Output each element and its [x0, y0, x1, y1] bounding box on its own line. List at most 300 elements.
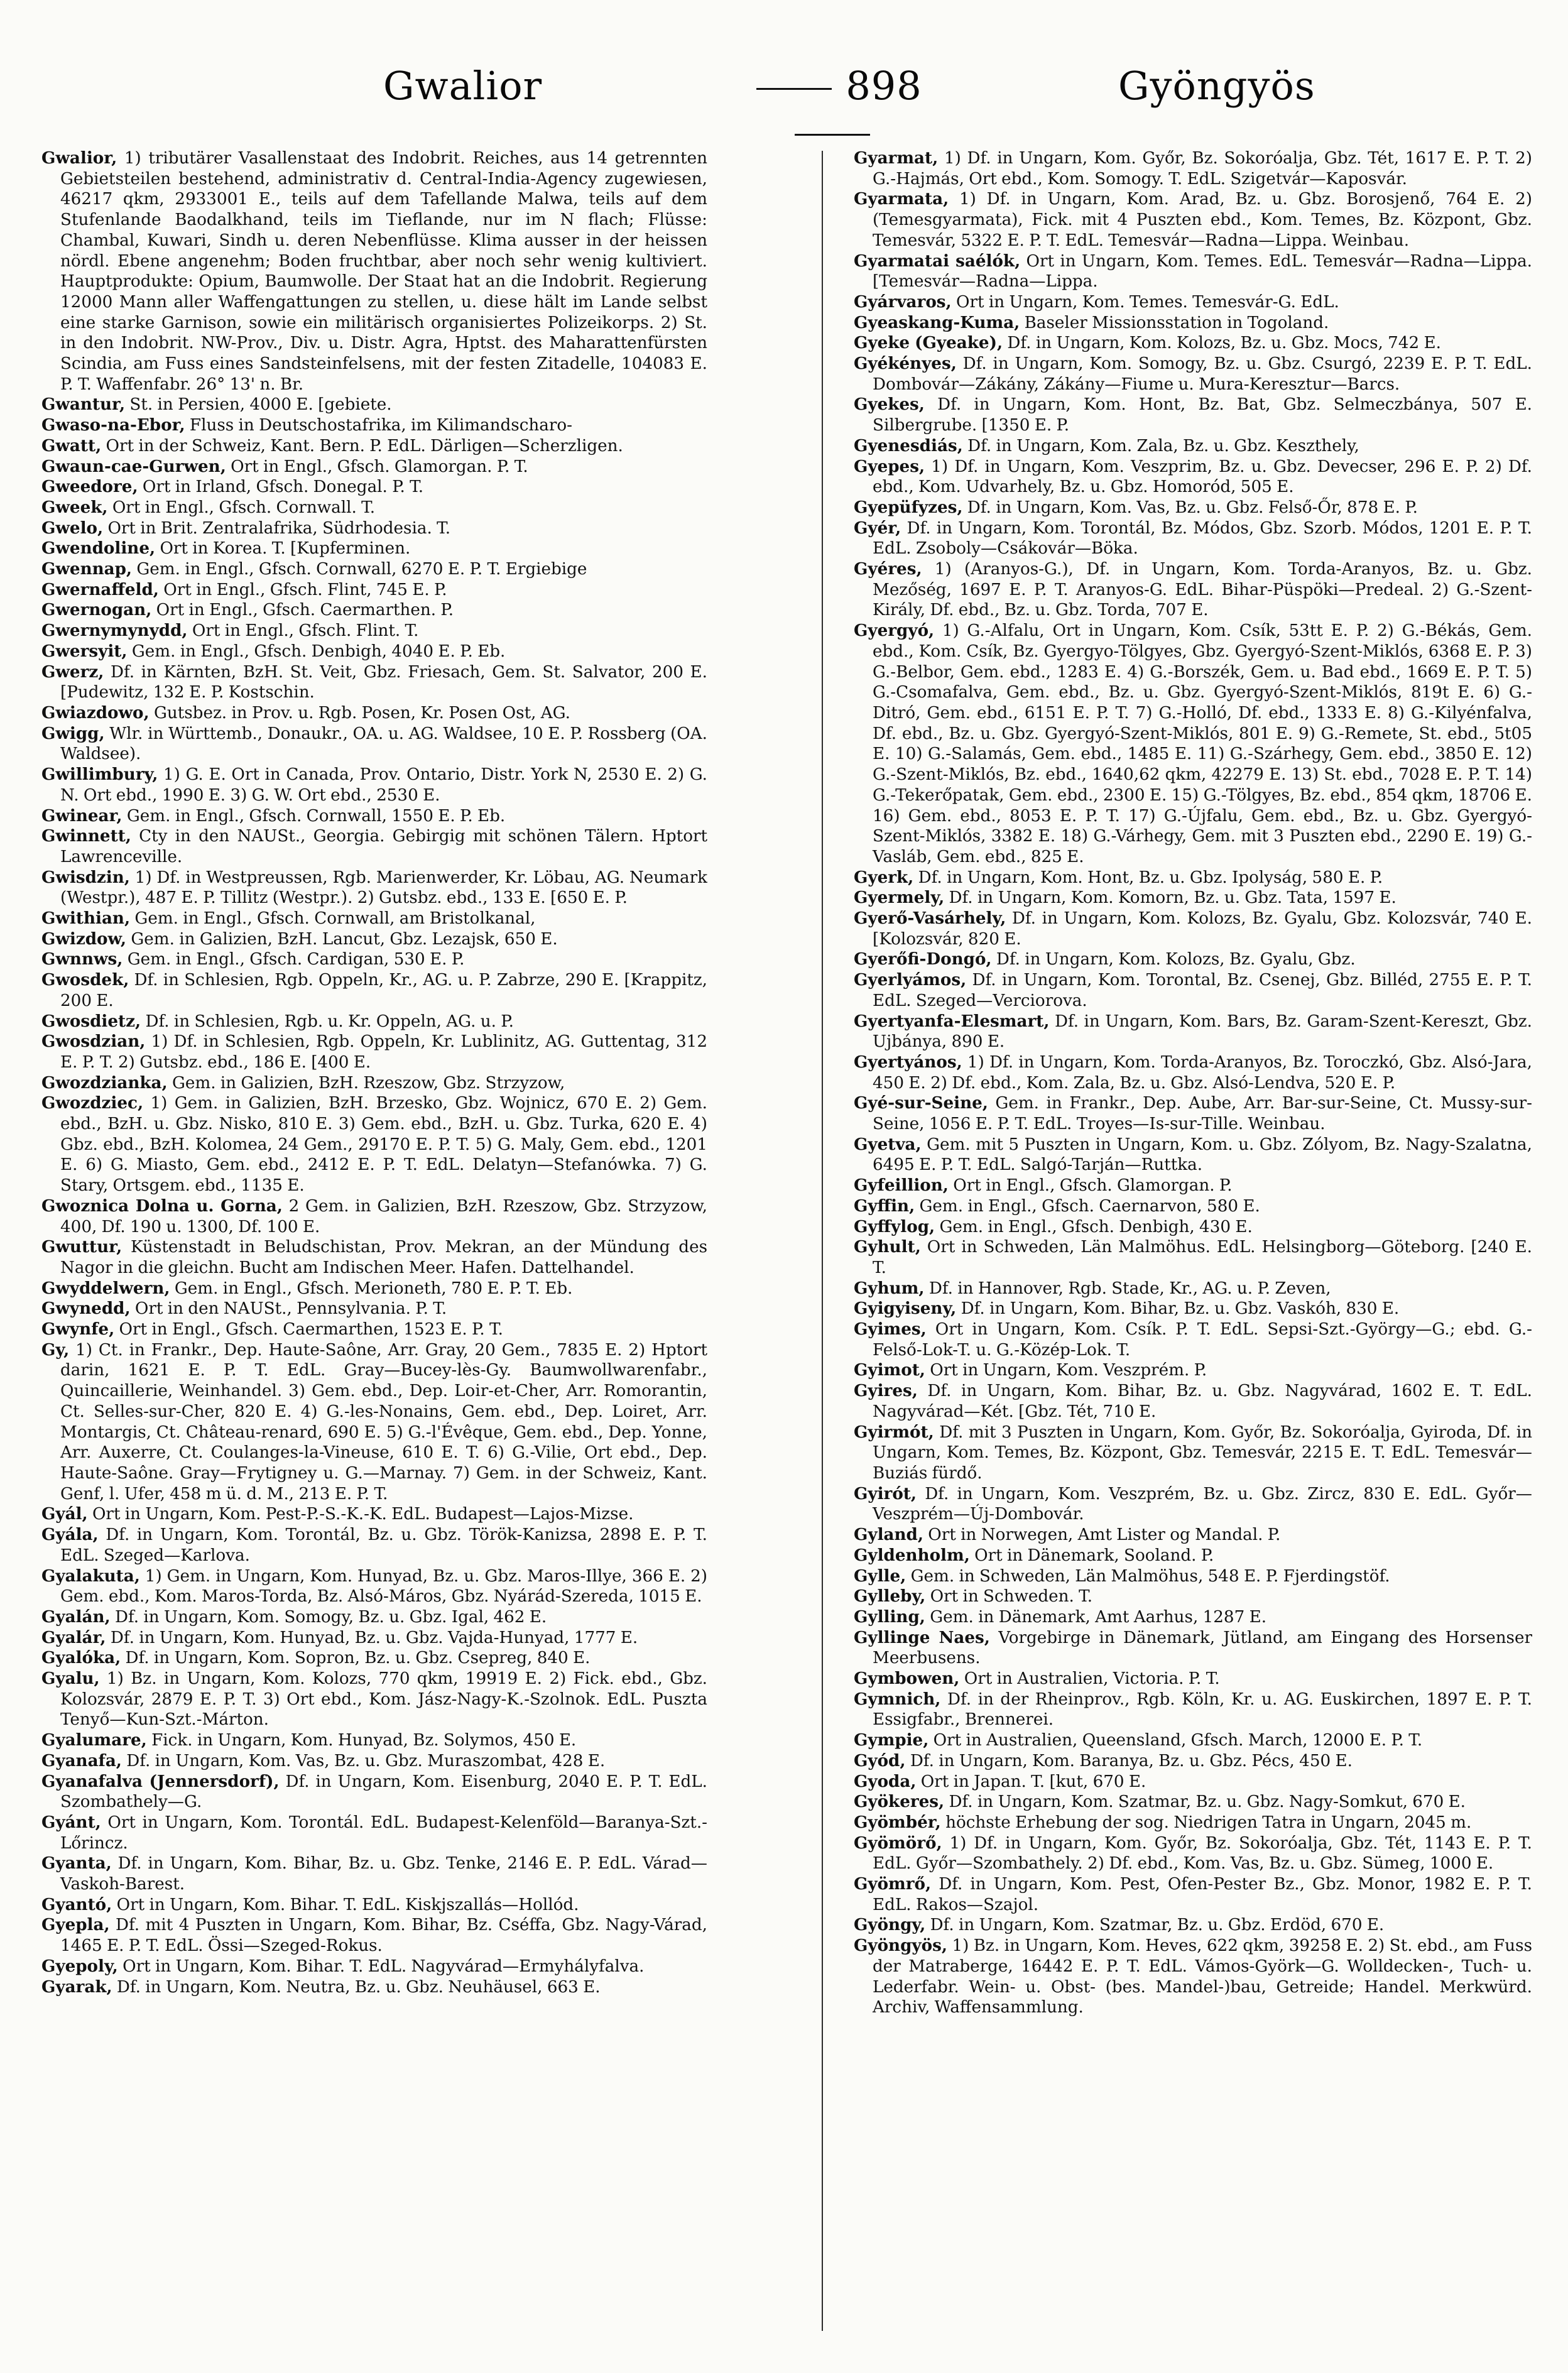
dictionary-entry	[854, 148, 1532, 189]
entry-headword: Gwernaffeld,	[41, 579, 159, 599]
entry-headword: Gwernogan,	[41, 600, 152, 620]
dictionary-entry	[41, 1977, 707, 1998]
entry-headword: Gwatt,	[41, 435, 102, 456]
entry-headword: Gylle,	[854, 1566, 906, 1586]
entry-text: Df. in Ungarn, Kom. Somogy, Bz. u. Gbz. Igal, 462 E.	[114, 1607, 547, 1627]
entry-headword: Gwosdietz,	[41, 1011, 141, 1031]
entry-text: Ort in Australien, Queensland, Gfsch. March, 12000 E. P. T.	[933, 1731, 1423, 1750]
entry-text: Gem. in Engl., Gfsch. Cornwall, am Bristolkanal,	[134, 909, 536, 929]
dictionary-entry	[854, 621, 1532, 867]
entry-text: Ort in Engl., Gfsch. Caermarthen. P.	[156, 601, 454, 620]
entry-headword: Gyömörő,	[854, 1833, 942, 1853]
entry-text: St. in Persien, 4000 E. [gebiete.	[129, 395, 392, 415]
entry-headword: Gyerk,	[854, 867, 914, 887]
entry-headword: Gwinear,	[41, 805, 122, 826]
entry-text: Ort in Schweden, Län Malmöhus. EdL. Helsingborg—Göteborg. [240 E. T.	[873, 1238, 1532, 1277]
dictionary-entry	[854, 1628, 1532, 1669]
entry-text: Df. in Hannover, Rgb. Stade, Kr., AG. u. P. Zeven,	[928, 1279, 1331, 1298]
entry-headword: Gwizdow,	[41, 929, 127, 949]
entry-text: Ort in der Schweiz, Kant. Bern. P. EdL. Därligen—Scherzligen.	[106, 436, 623, 456]
dictionary-entry	[41, 724, 707, 765]
dictionary-entry	[41, 395, 707, 415]
left-column	[41, 148, 707, 2335]
header-rule-right	[795, 134, 870, 136]
entry-headword: Gyhum,	[854, 1278, 925, 1298]
entry-text: 1) Gem. in Galizien, BzH. Brzesko, Gbz. Wojnicz, 670 E. 2) Gem. ebd., BzH. u. Gbz. Nisko, 810 E. 3) Gem. ebd., BzH. u. Gbz. Turka, 620 E. 4) Gbz. ebd., BzH. Kolomea, 24 Gem., 29170 E. P. T. 5) G. Maly, Gem. ebd., 1201 E. 6) G. Miasto, Gem. ebd., 2412 E. P. T. EdL. Delatyn—Stefanówka. 7) G. Stary, Ortsgem. ebd., 1135 E.	[60, 1094, 707, 1196]
dictionary-entry	[41, 1279, 707, 1299]
entry-text: Vorgebirge in Dänemark, Jütland, am Eingang des Horsenser Meerbusens.	[873, 1628, 1532, 1668]
entry-text: Gem. in Engl., Gfsch. Merioneth, 780 E. P. T. Eb.	[174, 1279, 573, 1298]
header-rule-left	[756, 88, 832, 90]
entry-headword: Gyömrő,	[854, 1874, 932, 1894]
entry-text: Df. in Ungarn, Kom. Hont, Bz. Bat, Gbz. Selmeczbánya, 507 E. Silbergrube. [1350 E. P.	[873, 395, 1532, 435]
entry-headword: Gyála,	[41, 1525, 99, 1545]
entry-headword: Gyertyános,	[854, 1052, 962, 1072]
dictionary-entry	[41, 1751, 707, 1772]
entry-headword: Gyökeres,	[854, 1792, 945, 1812]
dictionary-entry	[41, 600, 707, 621]
dictionary-entry	[854, 1751, 1532, 1772]
entry-headword: Gwerz,	[41, 662, 104, 682]
entry-headword: Gyömbér,	[854, 1812, 941, 1832]
entry-headword: Gwalior,	[41, 148, 117, 168]
entry-headword: Gyé-sur-Seine,	[854, 1093, 988, 1113]
entry-headword: Gyánt,	[41, 1812, 101, 1832]
entry-text: Df. in der Rheinprov., Rgb. Köln, Kr. u. AG. Euskirchen, 1897 E. P. T. Essigfabr., Brennerei.	[873, 1689, 1532, 1730]
entry-headword: Gwosdzian,	[41, 1032, 146, 1052]
dictionary-entry	[41, 868, 707, 908]
entry-text: 1) G.-Alfalu, Ort in Ungarn, Kom. Csík, 53tt E. P. 2) G.-Békás, Gem. ebd., Kom. Csík, Bz. Gyergyo-Tölgyes, Gbz. Gyergyó-Szent-Miklós, 6368 E. P. 3) G.-Belbor, Gem. ebd., 1283 E. 4) G.-Borszék, Gem. u. Bad ebd., 1669 E. P. T. 5) G.-Csomafalva, Gem. ebd., Bz. u. Gbz. Gyergyó-Szent-Miklós, 819t E. 6) G.-Ditró, Gem. ebd., 6151 E. P. T. 7) G.-Holló, Df. ebd., 1333 E. 8) G.-Kilyénfalva, Df. ebd., Bz. u. Gbz. Gyergyó-Szent-Miklós, 801 E. 9) G.-Remete, St. ebd., 5t05 E. 10) G.-Salamás, Gem. ebd., 1485 E. 11) G.-Szárhegy, Gem. ebd., 3850 E. 12) G.-Szent-Miklós, Bz. ebd., 1640,62 qkm, 42279 E. 13) St. ebd., 7028 E. P. T. 14) G.-Tekerőpatak, Gem. ebd., 2300 E. 15) G.-Tölgyes, Bz. ebd., 854 qkm, 18706 E. 16) Gem. ebd., 8053 E. P. T. 17) G.-Újfalu, Gem. ebd., Bz. u. Gbz. Gyergyó-Szent-Miklós, 3382 E. 18) G.-Várhegy, Gem. mit 3 Puszten ebd., 2290 E. 19) G.-Vasláb, Gem. ebd., 825 E.	[873, 621, 1532, 866]
dictionary-entry	[41, 1956, 707, 1977]
entry-headword: Gyimot,	[854, 1360, 925, 1380]
entry-text: Ort in Engl., Gfsch. Caermarthen, 1523 E. P. T.	[119, 1320, 503, 1339]
dictionary-entry	[854, 1874, 1532, 1915]
entry-text: Gem. in Engl., Gfsch. Denbigh, 4040 E. P. Eb.	[131, 641, 506, 661]
dictionary-entry	[854, 1052, 1532, 1093]
dictionary-entry	[854, 498, 1532, 518]
entry-headword: Gwaun-cae-Gurwen,	[41, 456, 226, 476]
entry-headword: Gyarmatai saélók,	[854, 251, 1021, 271]
entry-headword: Gyalóka,	[41, 1648, 121, 1668]
entry-headword: Gyarmat,	[854, 148, 939, 168]
dictionary-entry	[854, 1381, 1532, 1422]
entry-headword: Gwantur,	[41, 395, 126, 415]
entry-text: Gem. in Galizien, BzH. Rzeszow, Gbz. Strzyzow,	[172, 1073, 565, 1093]
dictionary-entry	[41, 457, 707, 477]
dictionary-entry	[41, 1607, 707, 1628]
page-number-wrap	[707, 63, 958, 155]
dictionary-entry	[854, 313, 1532, 334]
entry-text: Ort in Engl., Gfsch. Flint, 745 E. P.	[163, 580, 447, 599]
entry-headword: Gyigyiseny,	[854, 1299, 957, 1319]
dictionary-entry	[41, 1628, 707, 1649]
entry-headword: Gyanafa,	[41, 1750, 122, 1770]
entry-headword: Gyires,	[854, 1381, 918, 1401]
dictionary-entry	[41, 518, 707, 539]
dictionary-entry	[854, 395, 1532, 435]
dictionary-entry	[41, 1032, 707, 1072]
entry-headword: Gylling,	[854, 1607, 925, 1627]
entry-headword: Gweek,	[41, 497, 108, 517]
entry-headword: Gyárvaros,	[854, 292, 952, 312]
entry-headword: Gympie,	[854, 1730, 929, 1750]
entry-text: Df. in Ungarn, Kom. Kolozs, Bz. u. Gbz. Mocs, 742 E.	[1007, 334, 1441, 353]
entry-headword: Gyalu,	[41, 1669, 100, 1689]
entry-headword: Gyarak,	[41, 1977, 112, 1997]
dictionary-entry	[854, 1484, 1532, 1525]
entry-text: Fluss in Deutschostafrika, im Kilimandscharo-	[189, 416, 573, 435]
dictionary-entry	[854, 457, 1532, 498]
dictionary-entry	[41, 1299, 707, 1319]
entry-text: Df. in Ungarn, Kom. Sopron, Bz. u. Gbz. Csepreg, 840 E.	[125, 1649, 591, 1668]
dictionary-entry	[854, 1422, 1532, 1484]
dictionary-entry	[854, 1936, 1532, 2018]
entry-headword: Gyöngy,	[854, 1915, 926, 1935]
entry-headword: Gwynfe,	[41, 1319, 115, 1339]
entry-text: Ort in Schweden. T.	[930, 1587, 1093, 1607]
entry-text: 1) Df. in Ungarn, Kom. Veszprim, Bz. u. Gbz. Devecser, 296 E. P. 2) Df. ebd., Kom. Udvarhely, Bz. u. Gbz. Homoród, 505 E.	[873, 457, 1532, 497]
dictionary-entry	[854, 1669, 1532, 1689]
entry-text: Gem. in Engl., Gfsch. Caernarvon, 580 E.	[919, 1196, 1260, 1216]
entry-text: Ort in Norwegen, Amt Lister og Mandal. P.	[928, 1525, 1281, 1545]
entry-text: Ort in Engl., Gfsch. Glamorgan. P. T.	[231, 457, 528, 476]
dictionary-entry	[854, 1196, 1532, 1217]
entry-text: Ort in Japan. T. [kut, 670 E.	[920, 1772, 1146, 1791]
entry-headword: Gyér,	[854, 518, 901, 538]
dictionary-entry	[41, 559, 707, 580]
dictionary-entry	[854, 1566, 1532, 1587]
entry-text: Df. in Ungarn, Kom. Vas, Bz. u. Gbz. Felső-Őr, 878 E. P.	[967, 498, 1418, 517]
entry-text: Df. in Ungarn, Kom. Eisenburg, 2040 E. P. T. EdL. Szombathely—G.	[60, 1772, 707, 1812]
entry-text: Df. in Ungarn, Kom. Torontal, Bz. Csenej, Gbz. Billéd, 2755 E. P. T. EdL. Szeged—Verciorova.	[873, 971, 1532, 1010]
entry-text: Df. in Ungarn, Kom. Kolozs, Bz. Gyalu, Gbz.	[996, 950, 1356, 969]
entry-headword: Gwnnws,	[41, 949, 123, 969]
entry-headword: Gyldenholm,	[854, 1545, 970, 1565]
dictionary-entry	[854, 1586, 1532, 1607]
entry-headword: Gyalán,	[41, 1607, 111, 1627]
entry-headword: Gymnich,	[854, 1689, 941, 1709]
dictionary-entry	[41, 1915, 707, 1956]
dictionary-entry	[854, 1279, 1532, 1299]
header-right-keyword: Gyöngyös	[1118, 63, 1315, 109]
dictionary-entry	[854, 559, 1532, 621]
entry-headword: Gyirmót,	[854, 1422, 934, 1442]
entry-text: 1) (Aranyos-G.), Df. in Ungarn, Kom. Torda-Aranyos, Bz. u. Gbz. Mezőség, 1697 E. P. T. Aranyos-G. EdL. Bihar-Püspöki—Predeal. 2) G.-Szent-Király, Df. ebd., Bz. u. Gbz. Torda, 707 E.	[873, 560, 1532, 620]
entry-text: 1) Df. in Westpreussen, Rgb. Marienwerder, Kr. Löbau, AG. Neumark (Westpr.), 487 E. P. Tillitz (Westpr.). 2) Gutsbz. ebd., 133 E. [650 E. P.	[60, 868, 707, 908]
entry-headword: Gwozdzianka,	[41, 1072, 168, 1093]
entry-text: 1) Df. in Ungarn, Kom. Arad, Bz. u. Gbz. Borosjenő, 764 E. 2) (Temesgyarmata), Fick. mit 4 Puszten ebd., Kom. Temes, Bz. Központ, Gbz. Temesvár, 5322 E. P. T. EdL. Temesvár—Radna—Lippa. Weinbau.	[873, 190, 1532, 250]
dictionary-entry	[854, 1730, 1532, 1751]
dictionary-entry	[854, 1833, 1532, 1874]
dictionary-entry	[41, 436, 707, 457]
entry-text: Df. in Ungarn, Kom. Komorn, Bz. u. Gbz. Tata, 1597 E.	[949, 888, 1396, 908]
dictionary-entry	[854, 1012, 1532, 1052]
entry-text: Df. in Ungarn, Kom. Somogy, Bz. u. Gbz. Csurgó, 2239 E. P. T. EdL. Dombovár—Zákány, Zákány—Fiume u. Mura-Keresztur—Barcs.	[873, 354, 1532, 394]
dictionary-entry	[41, 477, 707, 498]
entry-text: Gem. in Engl., Gfsch. Cornwall, 1550 E. P. Eb.	[126, 806, 506, 826]
entry-headword: Gylleby,	[854, 1586, 926, 1607]
entry-text: 1) Df. in Ungarn, Kom. Győr, Bz. Sokoróalja, Gbz. Tét, 1143 E. P. T. EdL. Győr—Szombathely. 2) Df. ebd., Kom. Vas, Bz. u. Gbz. Sümeg, 1000 E.	[873, 1833, 1532, 1874]
entry-text: Gem. mit 5 Puszten in Ungarn, Kom. u. Gbz. Zólyom, Bz. Nagy-Szalatna, 6495 E. P. T. EdL. Salgó-Tarján—Ruttka.	[873, 1135, 1532, 1175]
dictionary-entry	[854, 1607, 1532, 1628]
entry-text: Gutsbez. in Prov. u. Rgb. Posen, Kr. Posen Ost, AG.	[153, 703, 570, 723]
entry-text: Ort in Engl., Gfsch. Glamorgan. P.	[953, 1176, 1233, 1196]
entry-headword: Gwillimbury,	[41, 765, 158, 785]
right-column	[854, 148, 1532, 2335]
entry-text: 1) Df. in Schlesien, Rgb. Oppeln, Kr. Lublinitz, AG. Guttentag, 312 E. P. T. 2) Gutsbz. ebd., 186 E. [400 E.	[60, 1032, 707, 1072]
dictionary-entry	[854, 292, 1532, 313]
entry-headword: Gyantó,	[41, 1894, 112, 1914]
entry-text: Gem. in Dänemark, Amt Aarhus, 1287 E.	[930, 1607, 1267, 1627]
entry-text: 1) Df. in Ungarn, Kom. Torda-Aranyos, Bz. Toroczkó, Gbz. Alsó-Jara, 450 E. 2) Df. ebd., Kom. Zala, Bz. u. Gbz. Alsó-Lendva, 520 E. P.	[873, 1052, 1532, 1093]
entry-headword: Gyanta,	[41, 1853, 112, 1874]
dictionary-entry	[41, 1319, 707, 1340]
entry-headword: Gyarmata,	[854, 189, 949, 209]
entry-text: Ort in den NAUSt., Pennsylvania. P. T.	[134, 1299, 447, 1319]
entry-text: Df. in Ungarn, Kom. Szatmar, Bz. u. Gbz. Nagy-Somkut, 670 E.	[949, 1792, 1466, 1812]
entry-headword: Gyód,	[854, 1750, 906, 1770]
dictionary-entry	[854, 1217, 1532, 1238]
entry-text: Df. in Ungarn, Kom. Szatmar, Bz. u. Gbz. Erdöd, 670 E.	[930, 1916, 1385, 1935]
dictionary-entry	[41, 1772, 707, 1813]
entry-headword: Gwigg,	[41, 723, 105, 743]
entry-text: Df. in Ungarn, Kom. Bihar, Bz. u. Gbz. Tenke, 2146 E. P. EdL. Várad—Vaskoh-Barest.	[60, 1854, 707, 1894]
dictionary-entry	[854, 251, 1532, 292]
dictionary-entry	[854, 949, 1532, 970]
dictionary-entry	[41, 949, 707, 970]
dictionary-entry	[41, 415, 707, 436]
entry-text: 1) Bz. in Ungarn, Kom. Heves, 622 qkm, 39258 E. 2) St. ebd., am Fuss der Matraberge, 16442 E. P. T. EdL. Vámos-Györk—G. Wolldecken-, Tuch- u. Lederfabr. Wein- u. Obst- (bes. Mandel-)bau, Getreide; Handel. Merkwürd. Archiv, Waffensammlung.	[873, 1936, 1532, 2017]
entry-text: 1) G. E. Ort in Canada, Prov. Ontario, Distr. York N, 2530 E. 2) G. N. Ort ebd., 1990 E. 3) G. W. Ort ebd., 2530 E.	[60, 765, 707, 805]
entry-headword: Gweedore,	[41, 477, 138, 497]
dictionary-entry	[854, 1319, 1532, 1360]
entry-text: Ort in Ungarn, Kom. Torontál. EdL. Budapest-Kelenföld—Baranya-Szt.-Lőrincz.	[60, 1813, 707, 1853]
page-number: 898	[846, 63, 922, 109]
entry-headword: Gyfeillion,	[854, 1176, 949, 1196]
entry-headword: Gwosdek,	[41, 970, 129, 990]
entry-headword: Gwithian,	[41, 908, 131, 929]
entry-headword: Gwaso-na-Ebor,	[41, 415, 185, 435]
entry-headword: Gyéres,	[854, 559, 922, 579]
entry-headword: Gyetva,	[854, 1134, 922, 1154]
dictionary-entry	[854, 868, 1532, 888]
dictionary-entry	[854, 1176, 1532, 1196]
dictionary-entry	[854, 354, 1532, 395]
entry-text: Gem. in Frankr., Dep. Aube, Arr. Bar-sur-Seine, Ct. Mussy-sur-Seine, 1056 E. P. T. EdL. Troyes—Is-sur-Tille. Weinbau.	[873, 1094, 1532, 1134]
dictionary-entry	[854, 1525, 1532, 1546]
entry-headword: Gyerlyámos,	[854, 970, 967, 990]
entry-text: Ort in Ungarn, Kom. Csík. P. T. EdL. Sepsi-Szt.-György—G.; ebd. G.-Felső-Lok-T. u. G.-Közép-Lok. T.	[873, 1320, 1532, 1360]
dictionary-entry	[854, 436, 1532, 457]
entry-text: höchste Erhebung der sog. Niedrigen Tatra in Ungarn, 2045 m.	[945, 1813, 1472, 1832]
entry-text: Df. in Ungarn, Kom. Bihar, Bz. u. Gbz. Vaskóh, 830 E.	[961, 1299, 1400, 1319]
entry-text: Wlr. in Württemb., Donaukr., OA. u. AG. Waldsee, 10 E. P. Rossberg (OA. Waldsee).	[60, 724, 707, 764]
entry-headword: Gwelo,	[41, 518, 104, 538]
entry-text: Df. in Ungarn, Kom. Baranya, Bz. u. Gbz. Pécs, 450 E.	[910, 1751, 1353, 1770]
entry-headword: Gyland,	[854, 1525, 923, 1545]
entry-headword: Gwennap,	[41, 559, 133, 579]
entry-headword: Gwersyit,	[41, 641, 128, 661]
dictionary-entry	[41, 1895, 707, 1916]
entry-headword: Gyanafalva (Jennersdorf),	[41, 1771, 280, 1791]
dictionary-entry	[41, 929, 707, 950]
dictionary-entry	[41, 1566, 707, 1607]
dictionary-entry	[41, 1504, 707, 1525]
dictionary-entry	[41, 1093, 707, 1196]
entry-text: 1) Bz. in Ungarn, Kom. Kolozs, 770 qkm, 19919 E. 2) Fick. ebd., Gbz. Kolozsvár, 2879 E. P. T. 3) Ort ebd., Kom. Jász-Nagy-K.-Szolnok. EdL. Puszta Tenyő—Kun-Szt.-Márton.	[60, 1669, 707, 1730]
entry-text: 2 Gem. in Galizien, BzH. Rzeszow, Gbz. Strzyzow, 400, Df. 190 u. 1300, Df. 100 E.	[60, 1196, 707, 1236]
entry-text: Ort in Ungarn, Kom. Bihar. T. EdL. Nagyvárad—Ermyhályfalva.	[122, 1956, 645, 1976]
entry-headword: Gyekes,	[854, 395, 925, 415]
entry-text: 1) Df. in Ungarn, Kom. Győr, Bz. Sokoróalja, Gbz. Tét, 1617 E. P. T. 2) G.-Hajmás, Ort ebd., Kom. Somogy. T. EdL. Szigetvár—Kaposvár.	[873, 149, 1532, 188]
entry-headword: Gyirót,	[854, 1483, 917, 1503]
entry-headword: Gwernymynydd,	[41, 621, 188, 641]
dictionary-entry	[854, 1689, 1532, 1730]
entry-headword: Gwoznica Dolna u. Gorna,	[41, 1196, 283, 1216]
dictionary-entry	[41, 970, 707, 1011]
page-header	[0, 38, 1568, 126]
dictionary-entry	[41, 1237, 707, 1278]
entry-headword: Gyertyanfa-Elesmart,	[854, 1011, 1050, 1031]
entry-headword: Gwozdziec,	[41, 1093, 144, 1113]
dictionary-entry	[41, 1730, 707, 1751]
entry-headword: Gwiazdowo,	[41, 702, 150, 723]
dictionary-entry	[854, 1546, 1532, 1566]
entry-headword: Gyffylog,	[854, 1216, 935, 1236]
entry-text: Df. in Schlesien, Rgb. u. Kr. Oppeln, AG. u. P.	[145, 1012, 514, 1031]
entry-headword: Gyermely,	[854, 888, 945, 908]
entry-text: Df. in Ungarn, Kom. Hont, Bz. u. Gbz. Ipolyság, 580 E. P.	[918, 868, 1383, 887]
dictionary-entry	[41, 908, 707, 929]
entry-text: Df. mit 4 Puszten in Ungarn, Kom. Bihar, Bz. Cséffa, Gbz. Nagy-Várad, 1465 E. P. T. EdL. Össi—Szeged-Rokus.	[60, 1916, 707, 1956]
entry-text: Df. in Ungarn, Kom. Torontál, Bz. u. Gbz. Török-Kanizsa, 2898 E. P. T. EdL. Szeged—Karlova.	[60, 1525, 707, 1565]
entry-headword: Gyoda,	[854, 1771, 917, 1791]
entry-text: Df. in Ungarn, Kom. Neutra, Bz. u. Gbz. Neuhäusel, 663 E.	[116, 1977, 601, 1997]
entry-headword: Gyalumare,	[41, 1730, 147, 1750]
entry-headword: Gyepüfyzes,	[854, 497, 963, 517]
entry-headword: Gyékényes,	[854, 354, 957, 374]
dictionary-entry	[41, 641, 707, 662]
entry-headword: Gyimes,	[854, 1319, 927, 1339]
dictionary-entry	[41, 538, 707, 559]
entry-headword: Gwyddelwern,	[41, 1278, 170, 1298]
dictionary-entry	[854, 333, 1532, 354]
entry-text: Df. in Ungarn, Kom. Kolozs, Bz. Gyalu, Gbz. Kolozsvár, 740 E. [Kolozsvár, 820 E.	[873, 909, 1532, 949]
entry-text: Ort in Brit. Zentralafrika, Südrhodesia. T.	[107, 518, 451, 538]
dictionary-entry	[854, 1813, 1532, 1833]
dictionary-entry	[41, 662, 707, 703]
dictionary-entry	[41, 1813, 707, 1853]
entry-headword: Gymbowen,	[854, 1669, 960, 1689]
dictionary-entry	[854, 1237, 1532, 1278]
entry-headword: Gyerő-Vasárhely,	[854, 908, 1006, 929]
dictionary-entry	[41, 1648, 707, 1669]
entry-text: Ort in Engl., Gfsch. Cornwall. T.	[112, 498, 376, 517]
dictionary-entry	[854, 1299, 1532, 1319]
entry-text: Ort in Ungarn, Kom. Temes. EdL. Temesvár—Radna—Lippa. [Temesvár—Radna—Lippa.	[873, 251, 1532, 292]
header-left-keyword: Gwalior	[383, 63, 543, 109]
dictionary-entry	[41, 580, 707, 601]
entry-headword: Gyalár,	[41, 1627, 106, 1647]
dictionary-entry	[854, 1093, 1532, 1134]
entry-headword: Gy,	[41, 1339, 70, 1360]
entry-text: Ort in Ungarn, Kom. Veszprém. P.	[930, 1361, 1207, 1380]
entry-text: Ort in Ungarn, Kom. Pest-P.-S.-K.-K. EdL. Budapest—Lajos-Mizse.	[92, 1505, 634, 1524]
entry-text: Küstenstadt in Beludschistan, Prov. Mekran, an der Mündung des Nagor in die gleichn. Bucht am Indischen Meer. Hafen. Dattelhandel.	[60, 1238, 707, 1277]
entry-text: Ort in Dänemark, Sooland. P.	[974, 1546, 1214, 1565]
entry-headword: Gyllinge Naes,	[854, 1627, 990, 1647]
entry-headword: Gyalakuta,	[41, 1566, 140, 1586]
entry-headword: Gyenesdiás,	[854, 435, 963, 456]
entry-text: Ort in Engl., Gfsch. Flint. T.	[192, 621, 419, 641]
dictionary-entry	[41, 1340, 707, 1505]
entry-text: Ort in Korea. T. [Kupferminen.	[160, 539, 411, 559]
entry-text: Df. in Ungarn, Kom. Vas, Bz. u. Gbz. Muraszombat, 428 E.	[126, 1751, 606, 1770]
dictionary-entry	[854, 1360, 1532, 1381]
dictionary-entry	[41, 1196, 707, 1237]
entry-headword: Gyerőfi-Dongó,	[854, 949, 992, 969]
entry-headword: Gyöngyös,	[854, 1936, 947, 1956]
entry-text: Df. in Ungarn, Kom. Torontál, Bz. Módos, Gbz. Szorb. Módos, 1201 E. P. T. EdL. Zsoboly—Csákovár—Böka.	[873, 518, 1532, 559]
entry-headword: Gyffin,	[854, 1196, 915, 1216]
dictionary-entry	[41, 621, 707, 641]
entry-text: Df. mit 3 Puszten in Ungarn, Kom. Győr, Bz. Sokoróalja, Gyiroda, Df. in Ungarn, Kom. Temes, Bz. Központ, Gbz. Temesvár, 2215 E. T. EdL. Temesvár—Buziás fürdő.	[873, 1422, 1532, 1483]
entry-headword: Gwisdzin,	[41, 867, 130, 887]
entry-headword: Gyeaskang-Kuma,	[854, 312, 1020, 332]
entry-text: Gem. in Engl., Gfsch. Cornwall, 6270 E. P. T. Ergiebige	[136, 560, 587, 579]
dictionary-entry	[41, 1073, 707, 1094]
dictionary-entry	[854, 189, 1532, 251]
entry-text: Cty in den NAUSt., Georgia. Gebirgig mit schönen Tälern. Hptort Lawrenceville.	[60, 827, 707, 866]
entry-headword: Gyepla,	[41, 1915, 110, 1935]
entry-text: Ort in Ungarn, Kom. Bihar. T. EdL. Kiskjszallás—Hollód.	[116, 1895, 579, 1914]
entry-headword: Gyepoly,	[41, 1956, 118, 1976]
entry-text: Df. in Ungarn, Kom. Zala, Bz. u. Gbz. Keszthely,	[967, 436, 1359, 456]
entry-text: Df. in Ungarn, Kom. Bars, Bz. Garam-Szent-Kereszt, Gbz. Ujbánya, 890 E.	[873, 1012, 1532, 1052]
entry-headword: Gyepes,	[854, 456, 925, 476]
dictionary-entry	[41, 703, 707, 724]
entry-text: Df. in Ungarn, Kom. Hunyad, Bz. u. Gbz. Vajda-Hunyad, 1777 E.	[110, 1628, 638, 1647]
dictionary-entry	[41, 1669, 707, 1730]
dictionary-entry	[854, 888, 1532, 908]
entry-text: Gem. in Engl., Gfsch. Denbigh, 430 E.	[939, 1217, 1253, 1236]
entry-headword: Gyeke (Gyeake),	[854, 333, 1003, 353]
entry-headword: Gwuttur,	[41, 1237, 122, 1257]
dictionary-entry	[41, 1853, 707, 1894]
dictionary-entry	[854, 1135, 1532, 1176]
dictionary-entry	[41, 498, 707, 518]
dictionary-entry	[854, 970, 1532, 1011]
dictionary-entry	[41, 1525, 707, 1566]
entry-headword: Gwinnett,	[41, 826, 131, 846]
dictionary-entry	[854, 518, 1532, 559]
entry-text: Ort in Irland, Gfsch. Donegal. P. T.	[142, 477, 424, 497]
entry-text: Df. in Ungarn, Kom. Bihar, Bz. u. Gbz. Nagyvárad, 1602 E. T. EdL. Nagyvárad—Két. [Gbz. Tét, 710 E.	[873, 1382, 1532, 1421]
entry-text: Ort in Australien, Victoria. P. T.	[964, 1669, 1220, 1689]
dictionary-entry	[41, 826, 707, 867]
entry-text: Df. in Ungarn, Kom. Veszprém, Bz. u. Gbz. Zircz, 830 E. EdL. Győr—Veszprém—Új-Dombovár.	[873, 1484, 1532, 1524]
dictionary-entry	[41, 765, 707, 805]
entry-text: Gem. in Engl., Gfsch. Cardigan, 530 E. P.	[127, 950, 465, 969]
entry-text: Ort in Ungarn, Kom. Temes. Temesvár-G. EdL.	[956, 292, 1339, 312]
dictionary-entry	[41, 806, 707, 827]
entry-text: Fick. in Ungarn, Kom. Hunyad, Bz. Solymos, 450 E.	[151, 1731, 577, 1750]
entry-text: Df. in Ungarn, Kom. Pest, Ofen-Pester Bz., Gbz. Monor, 1982 E. P. T. EdL. Rakos—Szajol.	[873, 1875, 1532, 1914]
entry-text: 1) Gem. in Ungarn, Kom. Hunyad, Bz. u. Gbz. Maros-Illye, 366 E. 2) Gem. ebd., Kom. Maros-Torda, Bz. Alsó-Máros, Gbz. Nyárád-Szereda, 1015 E.	[60, 1566, 707, 1607]
dictionary-entry	[41, 1012, 707, 1032]
entry-text: Baseler Missionsstation in Togoland.	[1024, 313, 1329, 332]
entry-headword: Gyhult,	[854, 1237, 921, 1257]
